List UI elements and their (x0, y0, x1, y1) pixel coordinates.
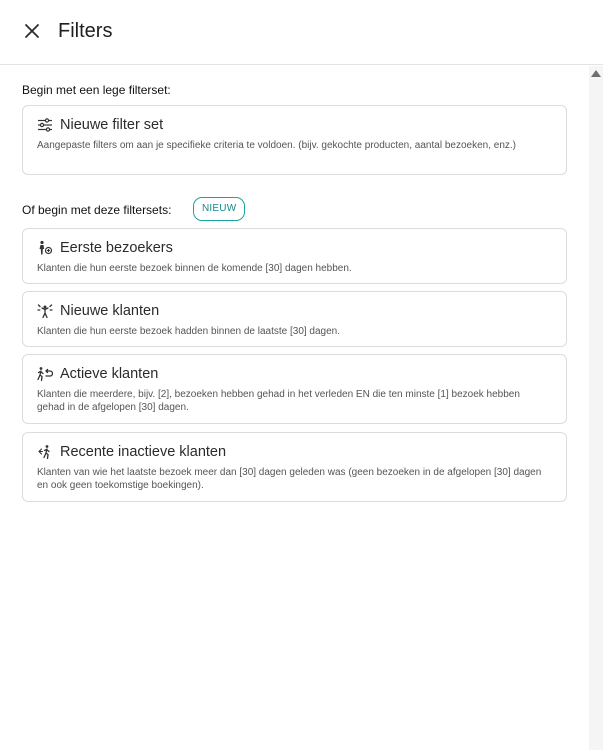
close-icon (20, 19, 44, 43)
card-description: Aangepaste filters om aan je specifieke criteria te voldoen. (bijv. gekochte producten, aantal bezoeken, enz.) (37, 140, 516, 151)
card-title: Eerste bezoekers (60, 240, 173, 256)
card-first-visitors[interactable] (22, 228, 567, 284)
person-celebrate-icon (37, 303, 53, 319)
page-title: Filters (58, 20, 113, 42)
person-walk-away-icon (37, 444, 53, 460)
empty-filterset-label: Begin met een lege filterset: (22, 83, 171, 97)
card-description: Klanten van wie het laatste bezoek meer dan [30] dagen geleden was (geen bezoeken in de afgelopen [30] dagen en ook geen toekomstige boekingen). (37, 467, 542, 491)
card-description: Klanten die hun eerste bezoek binnen de komende [30] dagen hebben. (37, 263, 352, 274)
close-button[interactable] (20, 19, 44, 43)
card-title: Nieuwe filter set (60, 117, 164, 133)
card-title: Actieve klanten (60, 366, 159, 382)
card-title: Nieuwe klanten (60, 303, 160, 319)
sliders-icon (37, 117, 53, 133)
card-new-filter-set[interactable] (22, 105, 567, 175)
card-active-customers[interactable] (22, 354, 567, 424)
card-description: Klanten die hun eerste bezoek hadden binnen de laatste [30] dagen. (37, 326, 341, 337)
header (0, 0, 603, 65)
card-title: Recente inactieve klanten (60, 444, 227, 460)
new-badge: NIEUW (193, 197, 245, 221)
scroll-up-arrow-icon[interactable] (591, 70, 601, 77)
card-recent-inactive-customers[interactable] (22, 432, 567, 502)
person-add-icon (37, 240, 53, 256)
scrollbar[interactable] (589, 66, 603, 750)
card-description: Klanten die meerdere, bijv. [2], bezoeken hebben gehad in het verleden EN die ten minste [1] bezoek hebben gehad in de afgelopen [30] dagen. (37, 389, 520, 413)
card-new-customers[interactable] (22, 291, 567, 347)
preset-filterset-label: Of begin met deze filtersets: (22, 203, 172, 217)
person-return-icon (37, 366, 53, 382)
